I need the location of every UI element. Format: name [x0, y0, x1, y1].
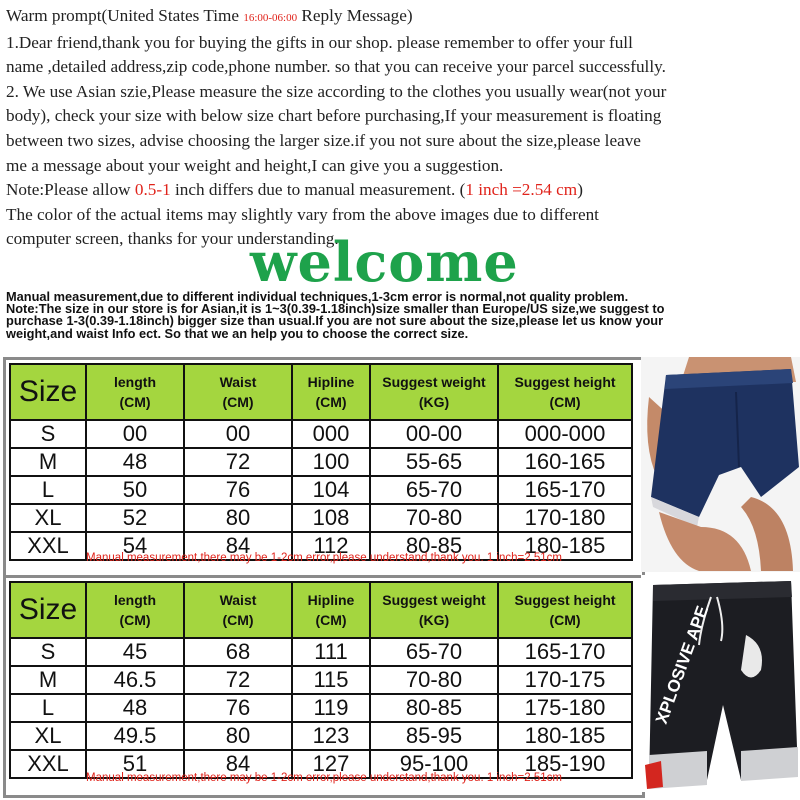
- hip-cell: 112: [292, 532, 370, 560]
- prompt-line-5: body), check your size with below size chart before purchasing,If your measurement is floating: [6, 106, 662, 126]
- height-cell: 175-180: [498, 694, 632, 722]
- notice-line-2: Note:The size in our store is for Asian,it is 1~3(0.39-1.18inch)size smaller than Europe/US size,we suggest to: [6, 301, 665, 317]
- waist-header: Waist (CM): [184, 364, 292, 420]
- waist-cell: 76: [184, 694, 292, 722]
- weight-cell: 55-65: [370, 448, 498, 476]
- size-chart-2: [3, 575, 645, 798]
- hipline-header: Hipline (CM): [292, 364, 370, 420]
- height-header: Suggest height (CM): [498, 582, 632, 638]
- waist-cell: 76: [184, 476, 292, 504]
- size-cell: L: [10, 694, 86, 722]
- size-cell: XXL: [10, 750, 86, 778]
- length-cell: 00: [86, 420, 184, 448]
- size-cell: XXL: [10, 532, 86, 560]
- height-cell: 000-000: [498, 420, 632, 448]
- length-cell: 54: [86, 532, 184, 560]
- length-cell: 49.5: [86, 722, 184, 750]
- height-cell: 185-190: [498, 750, 632, 778]
- waist-header: Waist (CM): [184, 582, 292, 638]
- weight-cell: 65-70: [370, 638, 498, 666]
- table-row: [10, 504, 632, 532]
- hip-cell: 123: [292, 722, 370, 750]
- waist-cell: 00: [184, 420, 292, 448]
- weight-cell: 85-95: [370, 722, 498, 750]
- prompt-line-10: computer screen, thanks for your understanding.: [6, 229, 339, 249]
- prompt-line-4: 2. We use Asian szie,Please measure the size according to the clothes you usually wear(not your: [6, 81, 667, 101]
- height-cell: 165-170: [498, 476, 632, 504]
- table-1-note: Manual measurement,there may be 1-2cm error,please understand,thank you. 1 inch=2.51cm: [86, 552, 562, 564]
- waist-cell: 80: [184, 504, 292, 532]
- weight-cell: 80-85: [370, 694, 498, 722]
- size-cell: S: [10, 420, 86, 448]
- hip-cell: 000: [292, 420, 370, 448]
- size-cell: L: [10, 476, 86, 504]
- length-cell: 48: [86, 448, 184, 476]
- length-cell: 45: [86, 638, 184, 666]
- prompt-line-9: The color of the actual items may slightly vary from the above images due to different: [6, 204, 599, 224]
- weight-cell: 95-100: [370, 750, 498, 778]
- table-row: [10, 666, 632, 694]
- waist-cell: 68: [184, 638, 292, 666]
- weight-cell: 70-80: [370, 504, 498, 532]
- length-header: length (CM): [86, 582, 184, 638]
- size-cell: XL: [10, 504, 86, 532]
- table-row: [10, 476, 632, 504]
- height-cell: 165-170: [498, 638, 632, 666]
- weight-cell: 00-00: [370, 420, 498, 448]
- weight-cell: 70-80: [370, 666, 498, 694]
- waist-cell: 80: [184, 722, 292, 750]
- prompt-line-7: me a message about your weight and height,I can give you a suggestion.: [6, 155, 504, 175]
- size-cell: M: [10, 448, 86, 476]
- prompt-line-3: name ,detailed address,zip code,phone number. so that you can receive your parcel successfully.: [6, 57, 666, 77]
- size-cell: XL: [10, 722, 86, 750]
- table-row: [10, 420, 632, 448]
- hipline-header: Hipline (CM): [292, 582, 370, 638]
- weight-header: Suggest weight (KG): [370, 364, 498, 420]
- waist-cell: 72: [184, 448, 292, 476]
- hip-cell: 108: [292, 504, 370, 532]
- size-header: Size: [10, 582, 86, 638]
- waist-cell: 72: [184, 666, 292, 694]
- length-cell: 51: [86, 750, 184, 778]
- prompt-line-6: between two sizes, advise choosing the larger size.if you not sure about the size,please leave: [6, 130, 641, 150]
- prompt-line-1: Warm prompt(United States Time 16:00-06:00 Reply Message): [6, 6, 413, 25]
- size-table-1: [9, 363, 633, 561]
- notice-line-4: weight,and waist Info ect. So that we an help you to choose the correct size.: [6, 325, 469, 341]
- length-header: length (CM): [86, 364, 184, 420]
- size-cell: S: [10, 638, 86, 666]
- waist-cell: 84: [184, 532, 292, 560]
- prompt-line-8: Note:Please allow 0.5-1 inch differs due to manual measurement. (1 inch =2.54 cm): [6, 180, 583, 200]
- hip-cell: 115: [292, 666, 370, 694]
- weight-header: Suggest weight (KG): [370, 582, 498, 638]
- size-table-2: [9, 581, 633, 779]
- height-cell: 170-175: [498, 666, 632, 694]
- prompt-line-2: 1.Dear friend,thank you for buying the gifts in our shop. please remember to offer your full: [6, 32, 633, 52]
- table-row: [10, 722, 632, 750]
- hip-cell: 111: [292, 638, 370, 666]
- table-row: [10, 448, 632, 476]
- height-header: Suggest height (CM): [498, 364, 632, 420]
- hip-cell: 100: [292, 448, 370, 476]
- welcome-heading: welcome: [250, 230, 519, 294]
- weight-cell: 80-85: [370, 532, 498, 560]
- height-cell: 180-185: [498, 722, 632, 750]
- table-row: [10, 638, 632, 666]
- table-2-note: Manual measurement,there may be 1-2cm error,please understand,thank you. 1 inch=2.51cm: [86, 772, 562, 784]
- size-header: Size: [10, 364, 86, 420]
- warm-prompt: [6, 4, 796, 252]
- navy-shorts-photo: [641, 357, 800, 572]
- size-chart-1: [3, 357, 645, 578]
- measurement-notice: [6, 291, 800, 340]
- length-cell: 48: [86, 694, 184, 722]
- weight-cell: 65-70: [370, 476, 498, 504]
- length-cell: 52: [86, 504, 184, 532]
- notice-line-1: Manual measurement,due to different individual techniques,1-3cm error is normal,not quality problem.: [6, 289, 629, 304]
- size-cell: M: [10, 666, 86, 694]
- hip-cell: 127: [292, 750, 370, 778]
- shorts-print-text: XPLOSIVE APE: [651, 603, 713, 727]
- black-shorts-photo: [641, 575, 800, 792]
- hip-cell: 119: [292, 694, 370, 722]
- length-cell: 46.5: [86, 666, 184, 694]
- height-cell: 160-165: [498, 448, 632, 476]
- length-cell: 50: [86, 476, 184, 504]
- height-cell: 170-180: [498, 504, 632, 532]
- waist-cell: 84: [184, 750, 292, 778]
- height-cell: 180-185: [498, 532, 632, 560]
- table-row: [10, 694, 632, 722]
- reply-time: 16:00-06:00: [243, 12, 298, 24]
- notice-line-3: purchase 1-3(0.39-1.18inch) bigger size than usual.If you are not sure about the size,please let us know your: [6, 313, 664, 329]
- hip-cell: 104: [292, 476, 370, 504]
